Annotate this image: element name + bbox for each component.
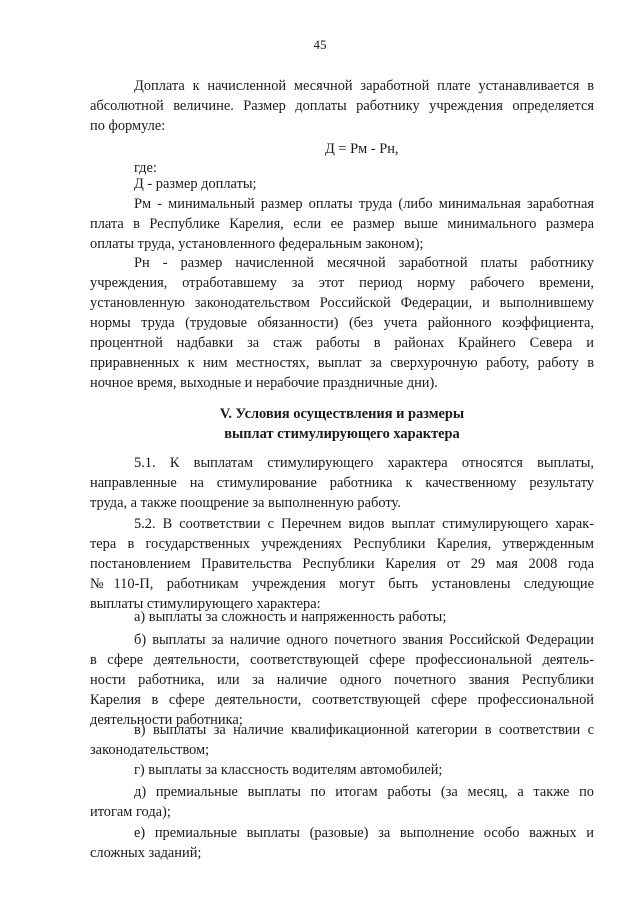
text-line: плата в Республике Карелия, если ее размер выше минимального размера <box>90 216 594 232</box>
text-line: деятельности работника; <box>90 712 243 728</box>
list-item-e <box>90 823 594 863</box>
list-item-a <box>90 607 594 627</box>
text-line: Карелия в сфере деятельности, соответствующей сфере профессиональной <box>90 692 594 708</box>
list-item-d <box>90 782 594 822</box>
intro-paragraph <box>90 76 594 136</box>
text-line: б) выплаты за наличие одного почетного звания Российской Федерации <box>134 632 594 648</box>
text-line: №110-П, работникам учреждения могут быть установлены следующие <box>90 576 594 592</box>
definition-d <box>90 174 594 194</box>
text-line: установленную законодательством Российской Федерации, и выполнившему <box>90 295 594 311</box>
text-line: ности работника, или за наличие одного почетного звания Республики <box>90 672 594 688</box>
formula <box>325 139 475 159</box>
paragraph-5-2 <box>90 514 594 614</box>
heading-line: выплат стимулирующего характера <box>224 426 460 442</box>
text-line: а) выплаты за сложность и напряженность работы; <box>134 609 447 625</box>
text-line: Рм - минимальный размер оплаты труда (либо минимальная заработная <box>134 196 594 212</box>
text-line: 5.2. В соответствии с Перечнем видов выплат стимулирующего харак- <box>134 516 594 532</box>
text-line: итогам года); <box>90 804 171 820</box>
text-line: направленные на стимулирование работника к качественному результату <box>90 475 594 491</box>
heading-line: V. Условия осуществления и размеры <box>219 406 465 422</box>
list-item-b <box>90 630 594 730</box>
text-line: ночное время, выходные и нерабочие праздничные дни). <box>90 375 438 391</box>
text-line: приравненных к ним местностях, выплат за сверхурочную работу, работу в <box>90 355 594 371</box>
section-heading <box>90 404 594 444</box>
text-line: Доплата к начисленной месячной заработной плате устанавливается в <box>134 78 594 94</box>
text-line: где: <box>134 160 157 176</box>
text-line: законодательством; <box>90 742 210 758</box>
list-item-g <box>90 760 594 780</box>
definition-rn <box>90 253 594 393</box>
text-line: г) выплаты за классность водителям автомобилей; <box>134 762 443 778</box>
text-line: Рн - размер начисленной месячной заработной платы работнику <box>134 255 594 271</box>
text-line: абсолютной величине. Размер доплаты работнику учреждения определяется <box>90 98 594 114</box>
text-line: тера в государственных учреждениях Республики Карелия, утвержденным <box>90 536 594 552</box>
text-line: процентной надбавки за стаж работы в районах Крайнего Севера и <box>90 335 594 351</box>
text-line: в сфере деятельности, соответствующей сфере профессиональной деятель- <box>90 652 594 668</box>
text-line: 5.1. К выплатам стимулирующего характера относятся выплаты, <box>134 455 594 471</box>
text-line: оплаты труда, установленного федеральным законом); <box>90 236 424 252</box>
formula-text: Д = Рм - Рн, <box>325 141 399 157</box>
text-line: учреждения, отработавшему за этот период норму рабочего времени, <box>90 275 594 291</box>
text-line: сложных заданий; <box>90 845 202 861</box>
text-line: е) премиальные выплаты (разовые) за выполнение особо важных и <box>134 825 594 841</box>
text-line: труда, а также поощрение за выполненную работу. <box>90 495 401 511</box>
page-number: 45 <box>313 37 327 52</box>
text-line: постановлением Правительства Республики Карелия от 29 мая 2008 года <box>90 556 594 572</box>
paragraph-5-1 <box>90 453 594 513</box>
text-line: по формуле: <box>90 118 166 134</box>
text-line: в) выплаты за наличие квалификационной категории в соответствии с <box>134 722 594 738</box>
text-line: д) премиальные выплаты по итогам работы (за месяц, а также по <box>134 784 594 800</box>
text-line: Д - размер доплаты; <box>134 176 257 192</box>
text-line: выплаты стимулирующего характера: <box>90 596 321 612</box>
list-item-v <box>90 720 594 760</box>
text-line: нормы труда (трудовые обязанности) (без учета районного коэффициента, <box>90 315 594 331</box>
definition-rm <box>90 194 594 254</box>
